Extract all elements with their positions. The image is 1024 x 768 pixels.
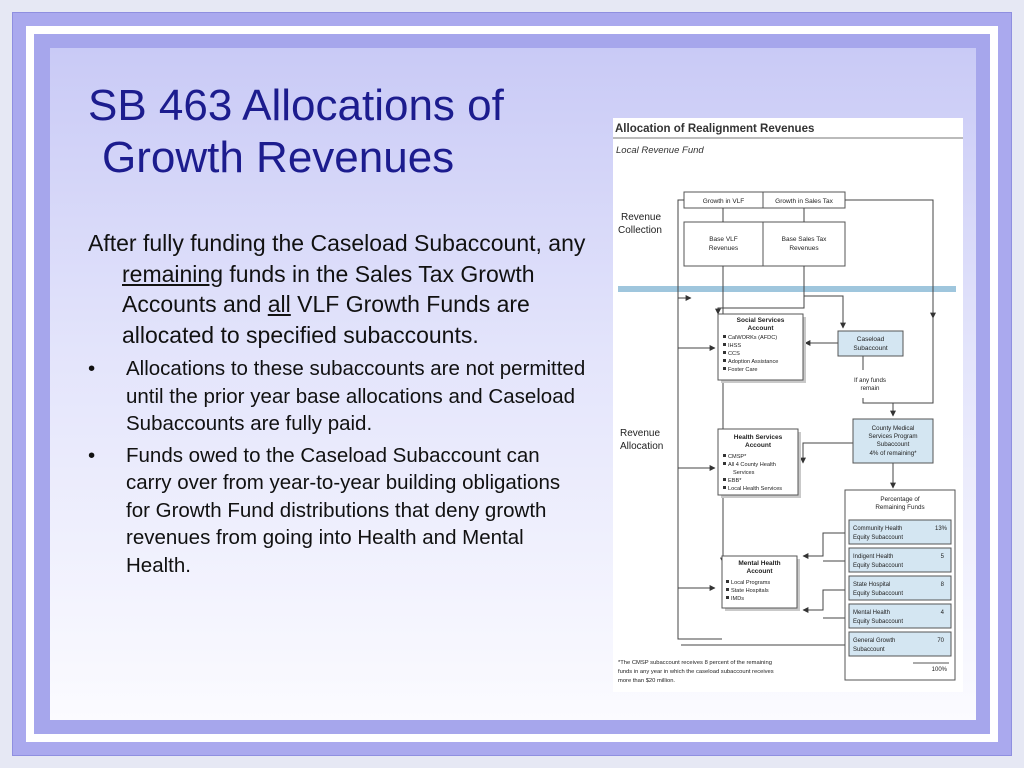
intro-text-1: After fully funding the Caseload Subaccount, any [88,230,586,256]
intro-text-3: VLF Growth Funds are allocated to specified subaccounts. [122,291,530,348]
state-hospital-to-mental-line [803,590,849,610]
mental-health-title-2: Account [746,568,773,575]
social-services-title-2: Account [747,325,774,332]
list-bullet-icon [723,351,726,354]
caseload-box [838,331,903,356]
subaccount-pct: 5 [940,554,944,560]
list-bullet-icon [723,454,726,457]
base-vlf-label-2: Revenues [708,245,739,252]
social-services-title-1: Social Services [736,317,785,324]
base-sales-tax-label-2: Revenues [789,245,819,252]
base-to-social-services-line [718,296,804,314]
base-vlf-label-1: Base VLF [709,236,738,243]
county-medical-subaccount [853,419,933,463]
collection-allocation-divider [618,286,956,292]
mental-health-item: Local Programs [731,580,771,586]
allocation-diagram [613,118,963,692]
base-sales-tax-to-caseload-line [804,266,843,328]
social-services-account [718,314,806,383]
intro-text-2: funds in the Sales Tax Growth Accounts and [122,260,535,317]
percentage-header-1: Percentage of [880,496,920,503]
health-services-item: All 4 County Health [728,462,776,468]
list-bullet-icon [723,478,726,481]
subaccount-name: Subaccount [853,647,885,653]
subaccount-name: General Growth [853,638,896,644]
subaccount-name: Mental Health [853,610,891,616]
revenue-collection-label-1: Revenue [621,212,662,223]
bullet-icon: • [88,357,96,380]
health-services-item: EBB* [728,478,742,484]
social-services-item: CalWORKs (AFDC) [728,335,778,341]
county-medical-label: Subaccount [876,441,910,448]
list-bullet-icon [723,367,726,370]
bullet-icon: • [88,443,96,467]
title-line-2: Growth Revenues [102,133,455,182]
base-boxes [684,222,845,266]
cmsp-to-health-line [803,443,853,463]
list-bullet-icon [726,580,729,583]
list-bullet-icon [723,335,726,338]
health-services-title-1: Health Services [733,434,783,441]
base-sales-tax-label-1: Base Sales Tax [781,236,827,243]
mental-health-title-1: Mental Health [738,560,781,567]
subaccount-pct: 4 [940,610,944,616]
health-services-item: CMSP* [728,454,747,460]
mental-health-account [722,556,800,611]
footnote-line: more than $20 million. [618,678,676,684]
county-medical-label: County Medical [871,425,915,432]
bullet-text: Allocations to these subaccounts are not permitted until the prior year base allocations and Caseload Subaccounts are fully paid. [126,357,586,435]
subaccount-name: Indigent Health [853,554,894,560]
social-services-item: IHSS [728,343,742,349]
if-any-funds-label-2: remain [860,385,880,392]
growth-vlf-label: Growth in VLF [702,198,745,205]
caseload-subaccount [838,331,903,356]
growth-sales-tax-label: Growth in Sales Tax [775,198,833,205]
bullet-item [88,442,588,580]
footnote-line: funds in any year in which the caseload subaccount receives [618,669,774,675]
subaccount-name: Community Health [853,526,903,532]
intro-underline-remaining: remaining [122,260,223,287]
intro-underline-all: all [267,291,291,317]
percentage-header-2: Remaining Funds [875,504,925,511]
growth-boxes [684,192,845,208]
community-health-to-health-line [803,533,849,556]
base-vlf-box [684,222,763,266]
revenue-collection-label-2: Collection [618,225,662,236]
list-bullet-icon [726,596,729,599]
subaccount-name: Equity Subaccount [853,563,904,569]
social-services-item: Foster Care [728,367,758,373]
list-bullet-icon [723,343,726,346]
slide-title [88,80,608,184]
health-services-item: Local Health Services [728,486,783,492]
subaccount-pct: 8 [940,582,944,588]
list-bullet-icon [723,359,726,362]
total-pct: 100% [931,667,947,673]
list-bullet-icon [723,486,726,489]
social-services-item: CCS [728,351,740,357]
if-any-funds-label-1: If any funds [854,377,886,384]
mental-health-item: State Hospitals [731,588,769,594]
intro-paragraph [88,228,588,350]
county-medical-label: 4% of remaining* [869,450,917,457]
social-services-item: Adoption Assistance [728,359,779,365]
subaccount-name: Equity Subaccount [853,535,904,541]
percentage-panel [845,490,955,680]
subaccount-pct: 70 [937,638,944,644]
sales-tax-growth-line [845,200,933,318]
list-bullet-icon [723,462,726,465]
bullet-text: Funds owed to the Caseload Subaccount can carry over from year-to-year building obligations for Growth Fund distributions that deny growth revenues from going into Health and Mental Health. [126,443,561,577]
bullet-item [88,355,588,438]
subaccount-name: State Hospital [853,582,891,588]
diagram-subtitle: Local Revenue Fund [616,145,704,156]
caseload-label-2: Subaccount [853,345,888,352]
caseload-label-1: Caseload [856,336,885,343]
revenue-allocation-label-2: Allocation [620,441,664,452]
revenue-allocation-label-1: Revenue [620,428,661,439]
health-services-item: Services [733,470,755,476]
health-services-account [718,429,801,498]
footnote-line: *The CMSP subaccount receives 8 percent of the remaining [618,660,772,666]
base-sales-tax-box [763,222,845,266]
title-line-1: SB 463 Allocations of [88,81,504,130]
diagram-title: Allocation of Realignment Revenues [615,123,815,135]
list-bullet-icon [726,588,729,591]
county-medical-label: Services Program [868,433,918,440]
health-services-title-2: Account [745,442,771,449]
subaccount-name: Equity Subaccount [853,591,904,597]
subaccount-pct: 13% [934,526,947,532]
subaccount-name: Equity Subaccount [853,619,904,625]
mental-health-item: IMDs [731,596,745,602]
slide-body [88,228,588,579]
